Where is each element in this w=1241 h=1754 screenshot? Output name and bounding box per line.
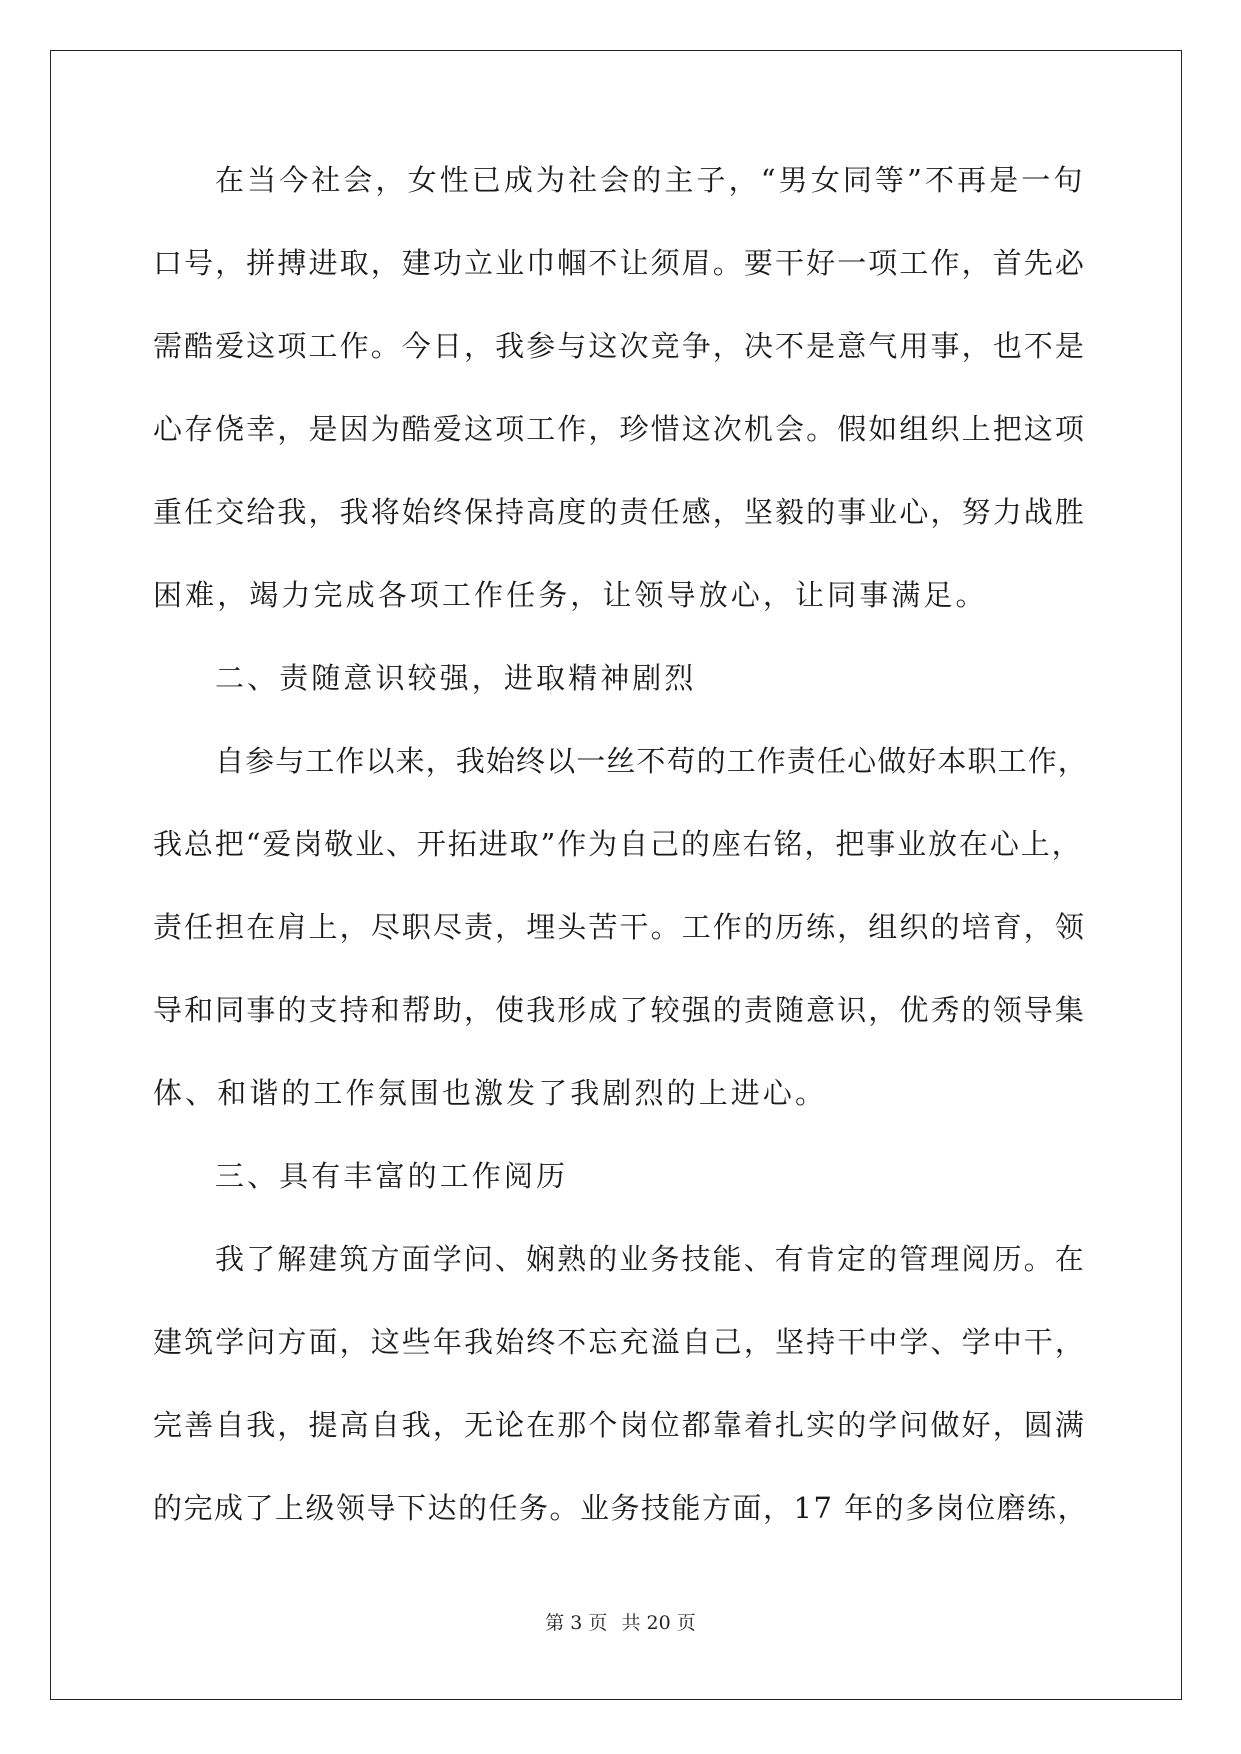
text-line: 完善自我，提高自我，无论在那个岗位都靠着扎实的学问做好，圆满 (153, 1408, 1087, 1442)
text-line: 困难，竭力完成各项工作任务，让领导放心，让同事满足。 (153, 578, 988, 612)
text-line: 我了解建筑方面学问、娴熟的业务技能、有肯定的管理阅历。在 (215, 1242, 1086, 1276)
text-line: 心存侥幸，是因为酷爱这项工作，珍惜这次机会。假如组织上把这项 (153, 412, 1087, 446)
page-total: 共 20 页 (621, 1612, 696, 1634)
text-line: 导和同事的支持和帮助，使我形成了较强的责随意识，优秀的领导集 (153, 993, 1087, 1027)
text-line: 自参与工作以来，我始终以一丝不苟的工作责任心做好本职工作， (215, 744, 1088, 778)
text-line: 需酷爱这项工作。今日，我参与这次竞争，决不是意气用事，也不是 (153, 329, 1087, 363)
text-line: 责任担在肩上，尽职尽责，埋头苦干。工作的历练，组织的培育，领 (153, 910, 1087, 944)
text-line: 体、和谐的工作氛围也激发了我剧烈的上进心。 (153, 1076, 828, 1110)
section-heading: 二、责随意识较强，进取精神剧烈 (215, 661, 697, 695)
page-footer (0, 1608, 1241, 1635)
text-line: 重任交给我，我将始终保持高度的责任感，坚毅的事业心，努力战胜 (153, 495, 1087, 529)
section-heading: 三、具有丰富的工作阅历 (215, 1159, 569, 1193)
text-line: 口号，拼搏进取，建功立业巾帼不让须眉。要干好一项工作，首先必 (153, 246, 1087, 280)
text-line: 我总把“爱岗敬业、开拓进取”作为自己的座右铭，把事业放在心上， (153, 827, 1083, 861)
text-line: 在当今社会，女性已成为社会的主子，“男女同等”不再是一句 (215, 163, 1086, 197)
page-number: 第 3 页 (545, 1612, 608, 1634)
text-line: 建筑学问方面，这些年我始终不忘充溢自己，坚持干中学、学中干， (153, 1325, 1087, 1359)
text-line: 的完成了上级领导下达的任务。业务技能方面，17 年的多岗位磨练， (153, 1491, 1089, 1525)
document-body (153, 160, 1088, 1571)
